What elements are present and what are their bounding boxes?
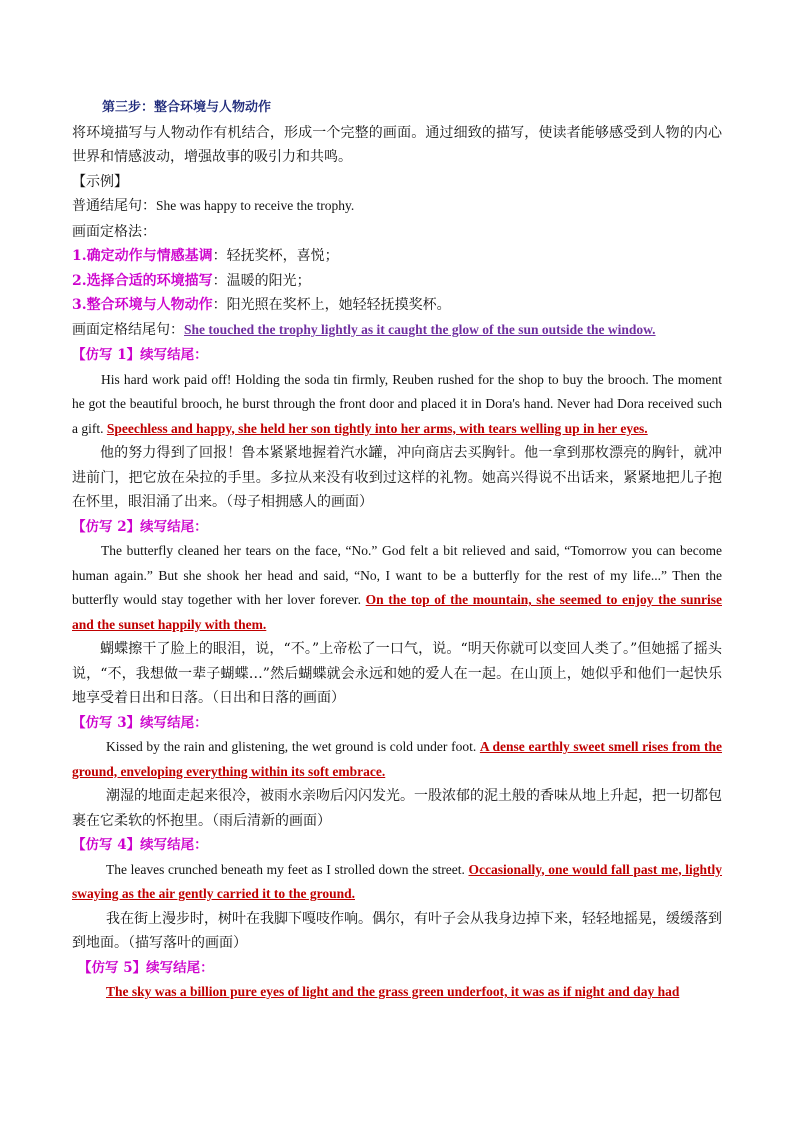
final-ending-line <box>72 318 722 344</box>
exercise-3-english <box>72 735 722 784</box>
method-point-2 <box>72 269 722 294</box>
step3-intro: 将环境描写与人物动作有机结合，形成一个完整的画面。通过细致的描写，使读者能够感受到人物的内心世界和情感波动，增强故事的吸引力和共鸣。 <box>72 124 722 165</box>
exercise-2-english <box>72 539 722 637</box>
method-point-1 <box>72 244 722 269</box>
plain-ending-text: She was happy to receive the trophy. <box>156 198 355 213</box>
exercise-2-ending: On the top of the mountain, she seemed to enjoy the sunrise and the sunset happily with them. <box>72 592 722 632</box>
exercise-1-tag: 【仿写 1】续写结尾： <box>72 347 208 363</box>
method-point-2-text: ：温暖的阳光； <box>212 272 311 289</box>
method-label: 画面定格法： <box>72 223 156 240</box>
exercise-4-english <box>72 858 722 907</box>
exercise-1-english <box>72 368 722 442</box>
exercise-3-tag: 【仿写 3】续写结尾： <box>72 714 208 731</box>
exercise-2-tag: 【仿写 2】续写结尾： <box>72 518 208 535</box>
exercise-4-tag: 【仿写 4】续写结尾： <box>72 837 208 853</box>
exercise-1-english-plain: His hard work paid off! Holding the soda tin firmly, Reuben rushed for the shop to buy the brooch. The moment he got the beautiful brooch, he burst through the front door and placed it in Dora's hand. Never had Dora received such a gift. <box>72 371 722 436</box>
exercise-5-tag: 【仿写 5】续写结尾： <box>78 959 214 976</box>
plain-ending-label: 普通结尾句： <box>72 198 156 214</box>
final-ending-text: She touched the trophy lightly as it caught the glow of the sun outside the window. <box>184 321 656 337</box>
exercise-2-english-plain: The butterfly cleaned her tears on the face, “No.” God felt a bit relieved and said, “Tomorrow you can become human again.” But she shook her head and said, “No, I want to be a butterfly for the rest of my life...” Then the butterfly would stay together with her lover forever. <box>72 543 722 607</box>
method-point-1-text: ：轻抚奖杯，喜悦； <box>212 248 339 264</box>
exercise-1-chinese: 他的努力得到了回报！鲁本紧紧地握着汽水罐，冲向商店去买胸针。他一拿到那枚漂亮的胸针，就冲进前门，把它放在朵拉的手里。多拉从来没有收到过这样的礼物。她高兴得说不出话来，紧紧地把儿子抱在怀里，眼泪涌了出来。（母子相拥感人的画面） <box>72 445 722 510</box>
final-ending-label: 画面定格结尾句： <box>72 321 184 338</box>
exercise-2-chinese: 蝴蝶擦干了脸上的眼泪，说，“不。”上帝松了一口气，说。“明天你就可以变回人类了。”但她摇了摇头说，“不，我想做一辈子蝴蝶…”然后蝴蝶就会永远和她的爱人在一起。在山顶上，她似乎和他们一起快乐地享受着日出和日落。（日出和日落的画面） <box>72 641 722 706</box>
exercise-4-ending: Occasionally, one would fall past me, lightly swaying as the air gently carried it to the ground. <box>72 861 722 901</box>
method-point-1-label: 1.确定动作与情感基调 <box>72 248 213 264</box>
method-point-3-label: 3.整合环境与人物动作 <box>72 297 213 313</box>
plain-ending-line <box>72 194 722 220</box>
method-point-3 <box>72 293 722 318</box>
exercise-3-chinese: 潮湿的地面走起来很冷，被雨水亲吻后闪闪发光。一股浓郁的泥土般的香味从地上升起，把一切都包裹在它柔软的怀抱里。（雨后清新的画面） <box>72 788 722 829</box>
method-point-3-text: ：阳光照在奖杯上，她轻轻抚摸奖杯。 <box>212 297 451 313</box>
exercise-4-english-plain: The leaves crunched beneath my feet as I strolled down the street. <box>106 861 469 877</box>
example-tag: 【示例】 <box>72 173 128 190</box>
exercise-3-ending: A dense earthly sweet smell rises from the ground, enveloping everything within its soft embrace. <box>72 739 722 779</box>
exercise-1-ending: Speechless and happy, she held her son tightly into her arms, with tears welling up in her eyes. <box>106 420 648 436</box>
method-point-2-label: 2.选择合适的环境描写 <box>72 272 213 289</box>
exercise-3-english-plain: Kissed by the rain and glistening, the wet ground is cold under foot. <box>106 739 480 754</box>
step3-title: 第三步：整合环境与人物动作 <box>102 100 272 115</box>
exercise-5-ending: The sky was a billion pure eyes of light and the grass green underfoot, it was as if night and day had <box>106 984 680 999</box>
exercise-4-chinese: 我在街上漫步时，树叶在我脚下嘎吱作响。偶尔，有叶子会从我身边掉下来，轻轻地摇晃，缓缓落到到地面。（描写落叶的画面） <box>72 910 722 951</box>
exercise-5-english <box>72 980 722 1005</box>
